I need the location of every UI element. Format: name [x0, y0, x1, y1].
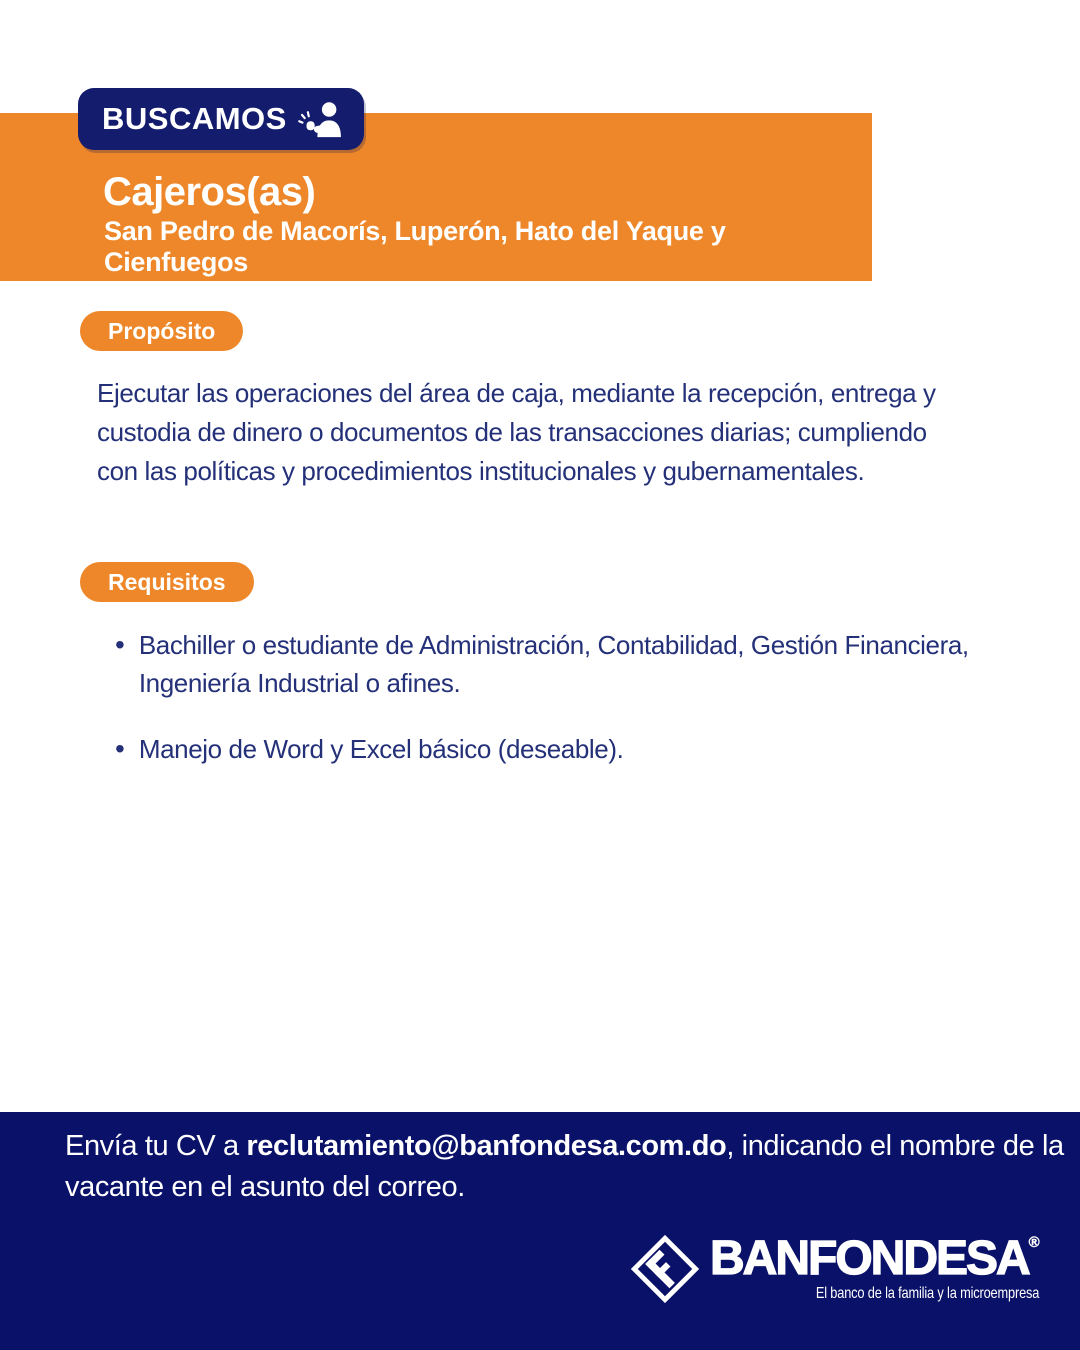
requisito-2-line1: Manejo de Word y Excel básico (deseable). — [138, 734, 624, 764]
job-title: Cajeros(as) — [103, 170, 316, 214]
recruitment-email: reclutamiento@banfondesa.com.do — [246, 1130, 727, 1162]
person-raising-hand-icon — [298, 100, 344, 138]
proposito-line1: Ejecutar las operaciones del área de caja, mediante la recepción, entrega y — [97, 378, 936, 408]
logo-text-block — [710, 1232, 1040, 1303]
logo-name-text: BANFONDESA — [710, 1232, 1029, 1285]
logo-tagline: El banco de la familia y la microempresa — [816, 1285, 1040, 1302]
banfondesa-logo — [630, 1234, 1040, 1304]
proposito-line3: con las políticas y procedimientos institucionales y gubernamentales. — [97, 456, 865, 486]
requisitos-pill — [80, 562, 254, 602]
requisitos-label: Requisitos — [108, 568, 226, 595]
requisito-2-text — [139, 730, 624, 768]
proposito-pill — [80, 311, 243, 351]
list-item — [115, 626, 969, 702]
proposito-label: Propósito — [108, 317, 216, 344]
apply-line1 — [65, 1126, 1064, 1167]
banfondesa-diamond-icon — [630, 1234, 700, 1304]
apply-instructions — [65, 1126, 1064, 1208]
apply-prefix: Envía tu CV a — [65, 1130, 247, 1162]
list-item — [115, 730, 969, 768]
bullet-dot-icon: • — [115, 629, 125, 660]
requisitos-list — [115, 626, 969, 768]
bullet-dot-icon: • — [115, 733, 125, 764]
requisito-1-line1: Bachiller o estudiante de Administración, Contabilidad, Gestión Financiera, — [138, 630, 969, 660]
buscamos-label: BUSCAMOS — [102, 101, 287, 136]
job-locations — [104, 216, 726, 278]
registered-mark: ® — [1028, 1234, 1040, 1251]
apply-suffix: , indicando el nombre de la — [726, 1130, 1064, 1162]
proposito-line2: custodia de dinero o documentos de las transacciones diarias; cumpliendo — [97, 417, 927, 447]
job-locations-line2: Cienfuegos — [104, 247, 249, 277]
apply-line2: vacante en el asunto del correo. — [65, 1171, 465, 1203]
buscamos-badge — [78, 88, 364, 150]
requisito-1-text — [139, 626, 969, 702]
footer-band — [0, 1112, 1080, 1350]
requisito-1-line2: Ingeniería Industrial o afines. — [138, 668, 461, 698]
logo-wordmark — [710, 1232, 1040, 1285]
proposito-paragraph — [97, 374, 936, 491]
job-locations-line1: San Pedro de Macorís, Luperón, Hato del Yaque y — [104, 216, 726, 246]
